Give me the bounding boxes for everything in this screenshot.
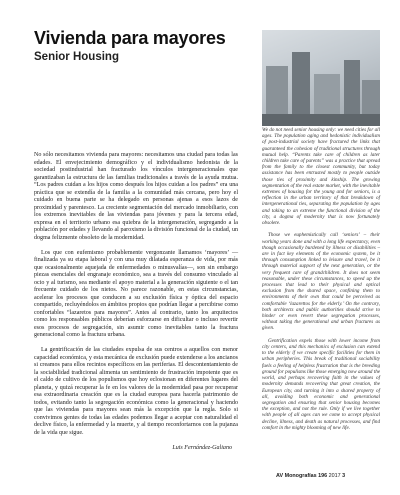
english-text-column: [262, 127, 380, 437]
issue-year: 2017: [328, 473, 341, 479]
page-footer: [276, 473, 345, 480]
magazine-name: AV Monografías 196: [276, 473, 328, 479]
page-number: 3: [342, 473, 346, 479]
body-paragraph: Those we euphemistically call ‘seniors’ – their working years done and with a long life expectancy, even though occasionally burdened by illness or disabilities – are in fact key elements of the economic system, be it through consumption linked to leisure and travel, be it through material support of the next generation, or the very frequent care of grandchildren. It does not seem reasonable, under these circumstances, to speed up the processes that lead to their physical and optical exclusion from the shared space, confining them to environments of their own that could be perceived as comfortable ‘lazarettos for the elderly.’ On the contrary, both architects and public authorities should strive to hinder or even revert these segregation processes, without taking the generational and urban fractures as given.: [262, 232, 380, 332]
page-title: Vivienda para mayores: [34, 28, 226, 48]
body-paragraph: Los que con eufemismo probablemente vergonzante llamamos ‘mayores’ —finalizada ya su etapa laboral y con una muy dilatada esperanza de vida, por más que ocasionalmente aquejada de enfermedades o minusvalías—, son sin embargo piezas esenciales del engranaje económico, sea a través del consumo vinculado al ocio y al turismo, sea mediante el apoyo material a la generación siguiente o el tan frecuente cuidado de los nietos. No parece razonable, en estas circunstancias, acelerar los procesos que conducen a su exclusión física y óptica del espacio compartido, recluyéndolos en ámbitos propios que podrían llegar a percibirse como confortables “lazaretos para mayores”. Antes al contrario, tanto los arquitectos como los responsables públicos deberían esforzarse en dificultar o incluso revertir esos procesos de segregación, sin asumir como inevitables tanto la fractura generacional como la fractura urbana.: [34, 249, 238, 338]
page-subtitle: Senior Housing: [34, 51, 119, 63]
body-paragraph: No sólo necesitamos vivienda para mayores: necesitamos una ciudad para todas las edades. El envejecimiento demográfico y el individualismo hedonista de la sociedad postindustrial han fracturado los vínculos intergeneracionales que garantizaban la estructura de las familias tradicionales a través de la ayuda mutua. “Los padres cuidan a los hijos como después los hijos cuidan a los padres” era una práctica que se extendía de la familia a la comunidad más cercana, pero hoy el cuidado en buena parte se ha delegado en personas ajenas a esos lazos de proximidad y parentesco. La creciente segmentación del mercado inmobiliario, con los extremos inevitables de las viviendas para jóvenes y para la tercera edad, expresa en el territorio urbano esa quiebra de la intergeneración, segregando a la población por edades y llevando al paroxismo la división funcional de la ciudad, un dogma felizmente obsoleto de la modernidad.: [34, 152, 238, 241]
street-ground: [262, 114, 380, 126]
body-paragraph: La gentrificación de las ciudades expulsa de sus centros a aquellos con menor capacidad económica, y esta mecánica de exclusión puede extenderse a los ancianos si creamos para ellos recintos específicos en las periferias. El descontentamiento de la sociabilidad tradicional alimenta un sentimiento de frustración impotente que es el caldo de cultivo de los populismos que hoy eclosionan en diferentes lugares del planeta, y quizá recuperar la fe en los valores de la modernidad pasa por recuperar esa extraordinaria creación que es la ciudad europea para hacerla patrimonio de todos, evitando tanto la segregación económica como la generacional y haciendo que las viviendas para mayores sean más la excepción que la regla. Solo si convivimos gentes de todas las edades podemos llegar a aceptar con naturalidad el declive físico, la enfermedad y la muerte, y al tiempo reconfortarnos con la pujanza de la vida que sigue.: [34, 347, 238, 436]
body-paragraph: Gentrification expels those with lower income from city centers, and this mechanics of exclusion can extend to the elderly if we create specific facilities for them in urban peripheries. This break of traditional sociability fuels a feeling of helpless frustration that is the breeding ground for populisms like those emerging now around the world, and perhaps recovering faith in the values of modernity demands recovering that great creation, the European city, and turning it into a shared property of all, avoiding both economic and generational segregation and ensuring that senior housing becomes the exception, and not the rule. Only if we live together with people of all ages can we come to accept physical decline, illness, and death as natural processes, and find comfort in the mighty blooming of new life.: [262, 337, 380, 431]
spanish-text-column: [34, 152, 238, 452]
body-paragraph: We do not need senior housing only: we need cities for all ages. The population aging and hedonistic individualism of post-industrial society have fractured the links that guaranteed the cohesion of traditional structures through mutual help. “Parents take care of children as later children take care of parents” was a practice that spread from the family to the closest community, but today assistance has been entrusted mostly to people outside those ties of proximity and kinship. The growing segmentation of the real estate market, with the inevitable extremes of housing for the young and for seniors, is a reflection in the urban territory of that breakdown of intergenerational ties, separating the population by ages and taking to an extreme the functional division of the city, a dogma of modernity that is now fortunately obsolete.: [262, 127, 380, 227]
author-signature: Luis Fernández-Galiano: [172, 444, 232, 451]
building-photo: [262, 30, 380, 126]
